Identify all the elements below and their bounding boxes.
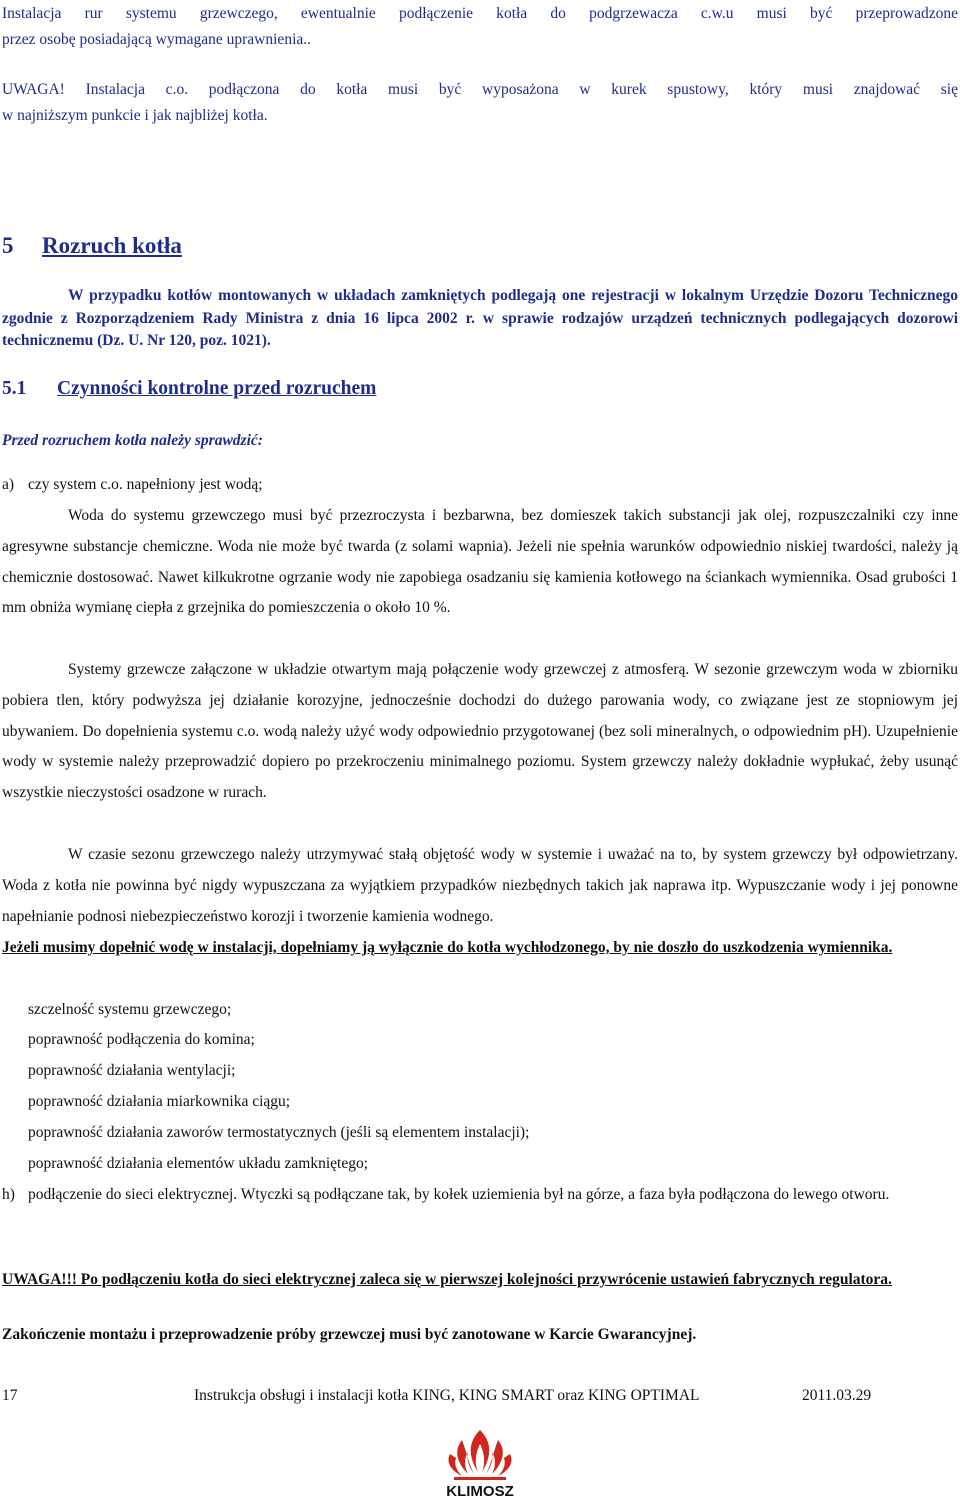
check-item-a-label: a) xyxy=(2,476,15,493)
check-item-g-text: poprawność działania elementów układu zamkniętego; xyxy=(28,1155,369,1172)
intro-warning-line-2: w najniższym punkcie i jak najbliżej kotła. xyxy=(2,107,268,124)
factory-reset-warning: UWAGA!!! Po podłączeniu kotła do sieci elektrycznej zaleca się w pierwszej kolejności przywrócenie ustawień fabrycznych regulatora. xyxy=(2,1271,892,1288)
check-item-c-text: poprawność podłączenia do komina; xyxy=(28,1031,255,1048)
intro-warning-line-1: UWAGA! Instalacja c.o. podłączona do kotła musi być wyposażona w kurek spustowy, który musi znajdować się xyxy=(2,81,958,98)
klimosz-logo xyxy=(428,1428,532,1498)
section-5-1-number: 5.1 xyxy=(2,378,27,399)
check-item-h-text: podłączenie do sieci elektrycznej. Wtyczki są podłączane tak, by kołek uziemienia był na górze, a faza była podłączona do lewego otworu. xyxy=(28,1186,890,1203)
section-5-number: 5 xyxy=(2,233,14,258)
section-5-1-title: Czynności kontrolne przed rozruchem xyxy=(57,378,377,399)
check-item-f-text: poprawność działania zaworów termostatycznych (jeśli są elementem instalacji); xyxy=(28,1124,530,1141)
section-5-heading xyxy=(2,233,958,259)
check-item-d xyxy=(2,1056,960,1087)
section-5-1-heading xyxy=(2,378,958,400)
check-item-c-label xyxy=(2,1025,28,1056)
check-item-c xyxy=(2,1025,960,1056)
intro-text xyxy=(2,0,958,54)
check-item-b xyxy=(2,995,960,1026)
check-item-b-text: szczelność systemu grzewczego; xyxy=(28,1001,232,1018)
closing-note: Zakończenie montażu i przeprowadzenie próby grzewczej musi być zanotowane w Karcie Gwarancyjnej. xyxy=(2,1326,697,1343)
footer-title: Instrukcja obsługi i instalacji kotła KING, KING SMART oraz KING OPTIMAL xyxy=(194,1387,700,1404)
intro-line-1: Instalacja rur systemu grzewczego, ewentualnie podłączenie kotła do podgrzewacza c.w.u musi być przeprowadzone xyxy=(2,5,958,22)
check-item-a-text: czy system c.o. napełniony jest wodą; xyxy=(28,476,263,493)
water-paragraph-1: Woda do systemu grzewczego musi być przezroczysta i bezbarwna, bez domieszek takich substancji jak olej, rozpuszczalniki czy inne agresywne substancje chemiczne. Woda nie może być twarda (z solami wapnia). Jeżeli nie spełnia warunków odpowiednio niskiej twardości, należy ją chemicznie dostosować. Nawet kilkukrotne ogrzanie wody nie zapobiega osadzaniu się kamienia kotłowego na ściankach wymiennika. Osad grubości 1 mm obniża wymianę ciepła z grzejnika do pomieszczenia o około 10 %. xyxy=(2,507,958,617)
check-item-a xyxy=(2,470,958,501)
check-item-f xyxy=(2,1118,960,1149)
page-footer xyxy=(2,1387,958,1409)
check-item-b-label xyxy=(2,995,28,1026)
check-item-h xyxy=(2,1180,958,1211)
check-item-g-label xyxy=(2,1149,28,1180)
flame-logo-icon xyxy=(428,1428,532,1498)
check-item-e-label xyxy=(2,1087,28,1118)
check-item-g xyxy=(2,1149,960,1180)
water-paragraph-2: Systemy grzewcze załączone w układzie otwartym mają połączenie wody grzewczej z atmosferą. W sezonie grzewczym woda w zbiorniku pobiera tlen, który podwyższa jej działanie korozyjne, jednocześnie dochodzi do dużego parowania wody, co związane jest ze stopniowym jej ubywaniem. Do dopełnienia systemu c.o. wodą należy użyć wody odpowiednio przygotowanej (bez soli mineralnych, o odpowiednim pH). Uzupełnienie wody w systemie należy przeprowadzić dopiero po przekroczeniu minimalnego poziomu. System grzewczy należy dokładnie wypłukać, żeby usunąć wszystkie nieczystości osadzone w rurach. xyxy=(2,661,958,802)
water-paragraph-3: W czasie sezonu grzewczego należy utrzymywać stałą objętość wody w systemie i uważać na to, by system grzewczy był odpowietrzany. Woda z kotła nie powinna być nigdy wypuszczana za wyjątkiem przypadków niezbędnych takich jak naprawa itp. Wypuszczanie wody i jej ponowne napełnianie podnosi niebezpieczeństwo korozji i tworzenie kamienia wodnego. xyxy=(2,846,958,925)
check-item-f-label xyxy=(2,1118,28,1149)
section-5-paragraph: W przypadku kotłów montowanych w układach zamkniętych podlegają one rejestracji w lokalnym Urzędzie Dozoru Technicznego zgodnie z Rozporządzeniem Rady Ministra z dnia 16 lipca 2002 r. w sprawie rodzajów urządzeń technicznych podlegających dozorowi technicznemu (Dz. U. Nr 120, poz. 1021). xyxy=(2,287,958,349)
intro-line-2: przez osobę posiadającą wymagane uprawnienia.. xyxy=(2,31,312,48)
section-5-1-subtitle: Przed rozruchem kotła należy sprawdzić: xyxy=(2,432,263,449)
check-item-h-label: h) xyxy=(2,1186,15,1203)
page-number: 17 xyxy=(2,1387,18,1404)
check-item-e xyxy=(2,1087,960,1118)
logo-text: KLIMOSZ xyxy=(446,1483,514,1498)
section-5-title: Rozruch kotła xyxy=(42,233,182,258)
check-item-d-text: poprawność działania wentylacji; xyxy=(28,1062,236,1079)
refill-warning: Jeżeli musimy dopełnić wodę w instalacji, dopełniamy ją wyłącznie do kotła wychłodzonego, by nie doszło do uszkodzenia wymiennika. xyxy=(2,939,893,956)
intro-warning xyxy=(2,76,958,130)
check-item-d-label xyxy=(2,1056,28,1087)
footer-date: 2011.03.29 xyxy=(802,1387,872,1404)
check-item-e-text: poprawność działania miarkownika ciągu; xyxy=(28,1093,291,1110)
